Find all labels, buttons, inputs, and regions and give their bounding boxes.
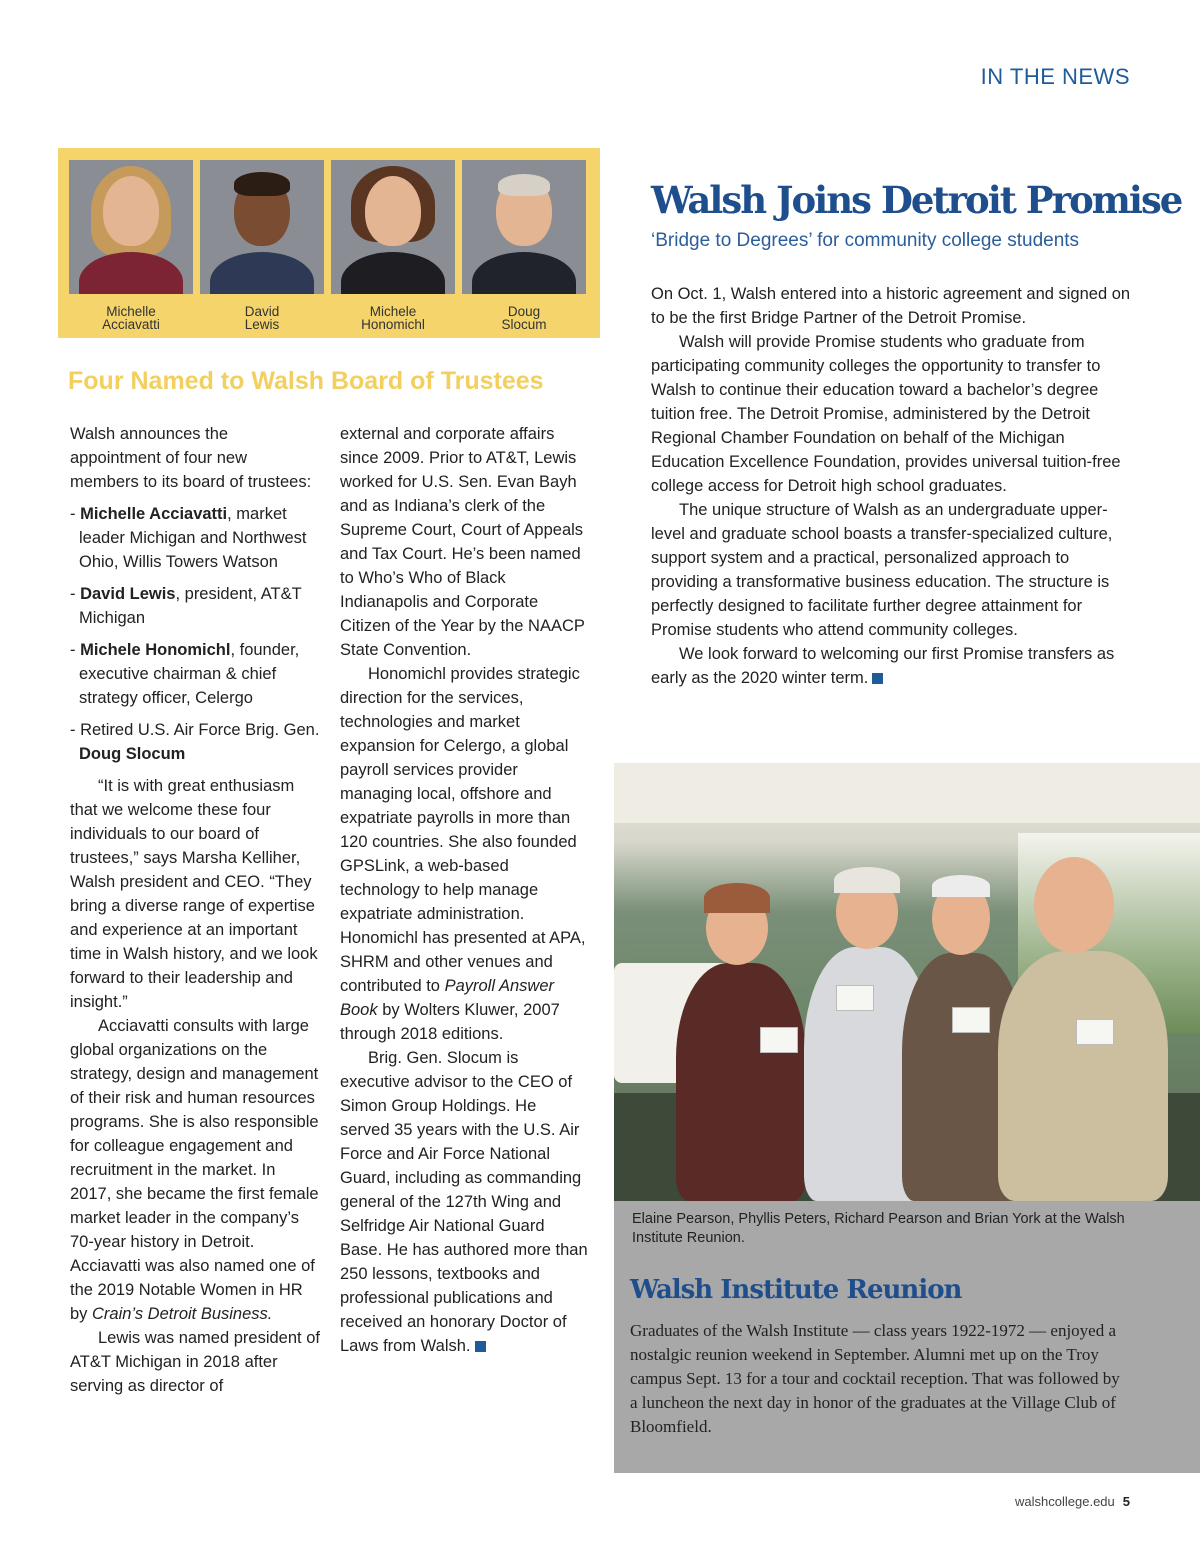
footer-site: walshcollege.edu bbox=[1015, 1494, 1115, 1509]
page-number: 5 bbox=[1122, 1494, 1130, 1509]
trustee-bullet: - Michelle Acciavatti, market leader Michigan and Northwest Ohio, Willis Towers Watson bbox=[70, 505, 307, 571]
photo-caption: Elaine Pearson, Phyllis Peters, Richard Pearson and Brian York at the Walsh Institute Reunion. bbox=[632, 1211, 1125, 1246]
lewis-paragraph: Lewis was named president of AT&T Michigan in 2018 after serving as director of bbox=[70, 1329, 320, 1395]
reunion-text: Graduates of the Walsh Institute — class years 1922-1972 — enjoyed a nostalgic reunion weekend in September. Alumni met up on the Troy campus Sept. 13 for a tour and cocktail reception. That was followed by a luncheon the next day in honor of the graduates at the Village Club of Bloomfield. bbox=[630, 1321, 1120, 1436]
trustee-bullet: - David Lewis, president, AT&T Michigan bbox=[70, 585, 302, 627]
reunion-panel bbox=[614, 1201, 1200, 1473]
promise-paragraph: Walsh will provide Promise students who graduate from participating community colleges the opportunity to transfer to Walsh to continue their education toward a bachelor’s degree tuition free. The Detroit Promise, administered by the Detroit Regional Chamber Foundation on behalf of the Michigan Education Excellence Foundation, provides universal tuition-free college access for Detroit high school graduates. bbox=[651, 333, 1121, 495]
promise-article-body bbox=[651, 282, 1136, 690]
slocum-paragraph: Brig. Gen. Slocum is executive advisor to the CEO of Simon Group Holdings. He served 35 years with the U.S. Air Force and Air Force National Guard, including as commanding general of the 127th Wing and Selfridge Air National Guard Base. He has authored more than 250 lessons, textbooks and professional publications and received an honorary Doctor of Laws from Walsh. bbox=[340, 1049, 588, 1355]
portrait-acciavatti bbox=[69, 160, 193, 294]
trustees-photo-panel bbox=[58, 148, 600, 338]
promise-paragraph: On Oct. 1, Walsh entered into a historic agreement and signed on to be the first Bridge Partner of the Detroit Promise. bbox=[651, 285, 1131, 327]
portrait-honomichl bbox=[331, 160, 455, 294]
trustee-bullet: - Retired U.S. Air Force Brig. Gen. Doug Slocum bbox=[70, 721, 320, 763]
lewis-paragraph-continued: external and corporate affairs since 2009. Prior to AT&T, Lewis worked for U.S. Sen. Evan Bayh and as Indiana’s clerk of the Supreme Court, Court of Appeals and Tax Court. He’s been named to Who’s Who of Black Indianapolis and Corporate Citizen of the Year by the NAACP State Convention. bbox=[340, 425, 585, 659]
promise-article-subtitle: ‘Bridge to Degrees’ for community college students bbox=[651, 230, 1080, 251]
end-mark-icon bbox=[872, 673, 883, 684]
portrait-slocum bbox=[462, 160, 586, 294]
section-label: IN THE NEWS bbox=[980, 64, 1130, 89]
page-footer bbox=[1015, 1494, 1130, 1509]
trustee-bullet: - Michele Honomichl, founder, executive chairman & chief strategy officer, Celergo bbox=[70, 641, 300, 707]
promise-paragraph: We look forward to welcoming our first Promise transfers as early as the 2020 winter term. bbox=[651, 645, 1115, 687]
board-intro: Walsh announces the appointment of four new members to its board of trustees: bbox=[70, 425, 312, 491]
end-mark-icon bbox=[475, 1341, 486, 1352]
board-article-column-2 bbox=[340, 422, 590, 1358]
honomichl-paragraph: Honomichl provides strategic direction for the services, technologies and market expansion for Celergo, a global payroll services provider managing local, offshore and expatriate payrolls in more than 120 countries. She also founded GPSLink, a web-based technology to help manage expatriate administration. Honomichl has presented at APA, SHRM and other venues and contributed to Payroll Answer Book by Wolters Kluwer, 2007 through 2018 editions. bbox=[340, 665, 586, 1043]
portrait-caption: Doug Slocum bbox=[501, 304, 547, 332]
promise-paragraph: The unique structure of Walsh as an undergraduate upper-level and graduate school boasts a transfer-specialized culture, support system and a practical, personalized approach to providing a transformative business education. The structure is perfectly designed to facilitate further degree attainment for Promise students who attend community colleges. bbox=[651, 501, 1113, 639]
promise-article-title: Walsh Joins Detroit Promise bbox=[651, 178, 1182, 222]
acciavatti-paragraph: Acciavatti consults with large global organizations on the strategy, design and management of their risk and human resources programs. She is also responsible for colleague engagement and recruitment in the market. In 2017, she became the first female market leader in the company’s 70-year history in Detroit. Acciavatti was also named one of the 2019 Notable Women in HR by Crain’s Detroit Business. bbox=[70, 1017, 319, 1323]
portrait-lewis bbox=[200, 160, 324, 294]
portrait-caption: Michelle Acciavatti bbox=[102, 304, 160, 332]
board-article-title: Four Named to Walsh Board of Trustees bbox=[68, 367, 544, 395]
board-article-column-1 bbox=[70, 422, 320, 1398]
portrait-caption: David Lewis bbox=[244, 304, 280, 332]
reunion-photo bbox=[614, 763, 1200, 1201]
ceo-quote: “It is with great enthusiasm that we welcome these four individuals to our board of trustees,” says Marsha Kelliher, Walsh president and CEO. “They bring a diverse range of expertise and experience at an important time in Walsh history, and we look forward to their leadership and insight.” bbox=[70, 777, 318, 1011]
portrait-caption: Michele Honomichl bbox=[361, 304, 425, 332]
reunion-title: Walsh Institute Reunion bbox=[630, 1275, 962, 1305]
